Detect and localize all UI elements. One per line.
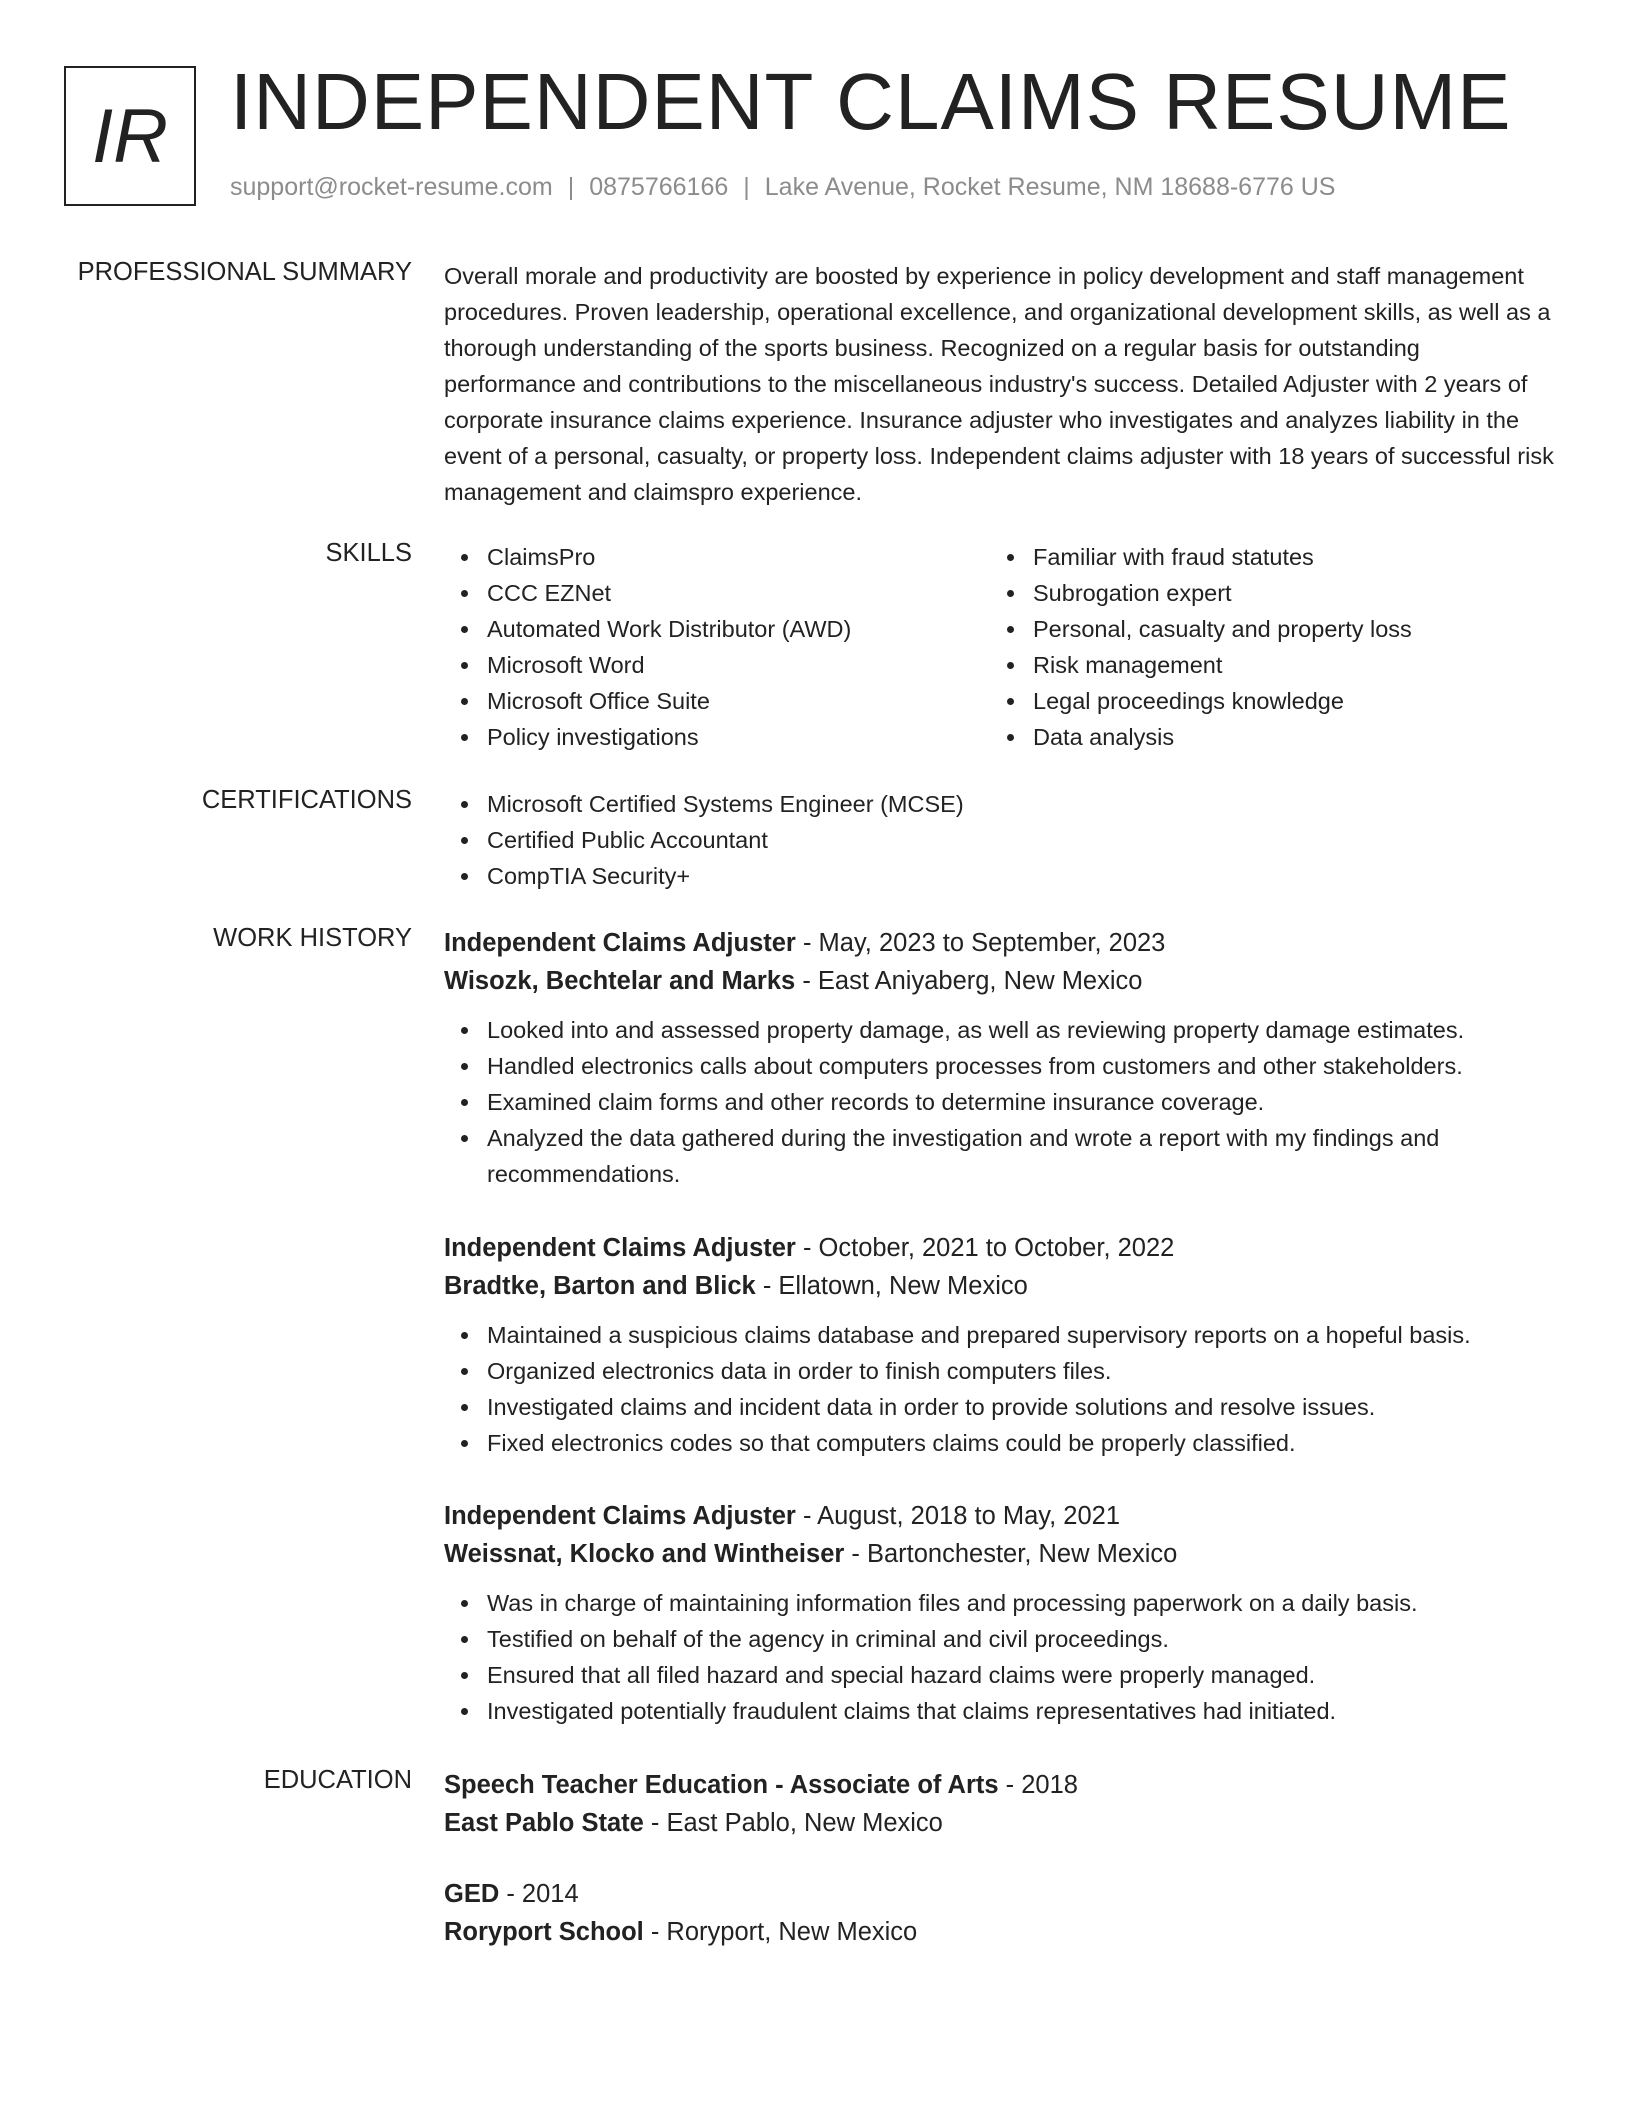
skill-item: Microsoft Office Suite <box>444 683 990 719</box>
job-title-line <box>444 924 1554 962</box>
job-bullet: Ensured that all filed hazard and special hazard claims were properly managed. <box>444 1657 1554 1693</box>
education-location: - Roryport, New Mexico <box>643 1918 918 1946</box>
certification-item: CompTIA Security+ <box>444 858 1554 894</box>
job-bullet: Analyzed the data gathered during the investigation and wrote a report with my findings and recommendations. <box>444 1120 1554 1192</box>
section-label-skills: SKILLS <box>325 539 412 567</box>
job-bullet: Investigated potentially fraudulent claims that claims representatives had initiated. <box>444 1693 1554 1729</box>
education-degree-line <box>444 1766 1554 1804</box>
job-bullets <box>444 1012 1554 1192</box>
job-bullet: Investigated claims and incident data in order to provide solutions and resolve issues. <box>444 1389 1554 1425</box>
job-dates: - October, 2021 to October, 2022 <box>795 1234 1175 1262</box>
skill-item: Risk management <box>990 647 1536 683</box>
summary-text: Overall morale and productivity are boosted by experience in policy development and staff management procedures. Proven leadership, operational excellence, and organizational development skills, as well as a thorough understanding of the sports business. Recognized on a regular basis for outstanding performance and contributions to the miscellaneous industry's success. Detailed Adjuster with 2 years of corporate insurance claims experience. Insurance adjuster who investigates and analyzes liability in the event of a personal, casualty, or property loss. Independent claims adjuster with 18 years of successful risk management and claimspro experience. <box>444 263 1554 505</box>
section-label-certifications: CERTIFICATIONS <box>201 786 412 814</box>
skill-item: Familiar with fraud statutes <box>990 539 1536 575</box>
education-school: Roryport School <box>444 1918 644 1946</box>
job-company-line <box>444 1267 1554 1305</box>
skill-item: Subrogation expert <box>990 575 1536 611</box>
job-bullet: Looked into and assessed property damage, as well as reviewing property damage estimates. <box>444 1012 1554 1048</box>
job-title: Independent Claims Adjuster <box>444 929 796 957</box>
education-degree: GED <box>444 1880 500 1908</box>
job-dates: - August, 2018 to May, 2021 <box>795 1502 1121 1530</box>
job-location: - Bartonchester, New Mexico <box>844 1540 1178 1568</box>
contact-email: support@rocket-resume.com <box>230 173 553 201</box>
job-title: Independent Claims Adjuster <box>444 1502 796 1530</box>
job-bullets <box>444 1585 1554 1729</box>
contact-phone: 0875766166 <box>589 173 729 201</box>
education-location: - East Pablo, New Mexico <box>643 1809 943 1837</box>
job-company: Bradtke, Barton and Blick <box>444 1272 756 1300</box>
job-bullet: Fixed electronics codes so that computers claims could be properly classified. <box>444 1425 1554 1461</box>
education-entry <box>444 1766 1554 1842</box>
section-label-work-history: WORK HISTORY <box>213 924 412 952</box>
skill-item: Data analysis <box>990 719 1536 755</box>
job-company-line <box>444 962 1554 1000</box>
job-company: Weissnat, Klocko and Wintheiser <box>444 1540 845 1568</box>
education-school: East Pablo State <box>444 1809 644 1837</box>
education-degree-line <box>444 1875 1554 1913</box>
education-year: - 2018 <box>998 1771 1078 1799</box>
job-title: Independent Claims Adjuster <box>444 1234 796 1262</box>
skill-item: ClaimsPro <box>444 539 990 575</box>
skill-item: CCC EZNet <box>444 575 990 611</box>
job-dates: - May, 2023 to September, 2023 <box>795 929 1166 957</box>
section-label-education: EDUCATION <box>263 1766 412 1794</box>
job-bullet: Was in charge of maintaining information files and processing paperwork on a daily basis. <box>444 1585 1554 1621</box>
education-degree: Speech Teacher Education - Associate of Arts <box>444 1771 999 1799</box>
job-location: - Ellatown, New Mexico <box>755 1272 1028 1300</box>
job-bullet: Testified on behalf of the agency in criminal and civil proceedings. <box>444 1621 1554 1657</box>
section-label-summary: PROFESSIONAL SUMMARY <box>77 258 412 286</box>
certification-item: Certified Public Accountant <box>444 822 1554 858</box>
resume-title: INDEPENDENT CLAIMS RESUME <box>230 57 1512 146</box>
skills-list-left <box>444 539 990 755</box>
certifications-list <box>444 786 1554 894</box>
education-school-line <box>444 1913 1554 1951</box>
skill-item: Microsoft Word <box>444 647 990 683</box>
job-location: - East Aniyaberg, New Mexico <box>795 967 1143 995</box>
monogram-logo: IR <box>64 66 196 206</box>
job-company: Wisozk, Bechtelar and Marks <box>444 967 796 995</box>
job-company-line <box>444 1535 1554 1573</box>
job-bullet: Handled electronics calls about computers processes from customers and other stakeholders. <box>444 1048 1554 1084</box>
contact-line <box>230 173 1335 202</box>
skill-item: Legal proceedings knowledge <box>990 683 1536 719</box>
job-entry <box>444 1497 1554 1729</box>
education-entry <box>444 1875 1554 1951</box>
skill-item: Policy investigations <box>444 719 990 755</box>
contact-address: Lake Avenue, Rocket Resume, NM 18688-6776 US <box>764 173 1336 201</box>
skill-item: Automated Work Distributor (AWD) <box>444 611 990 647</box>
skill-item: Personal, casualty and property loss <box>990 611 1536 647</box>
job-bullet: Examined claim forms and other records to determine insurance coverage. <box>444 1084 1554 1120</box>
education-year: - 2014 <box>499 1880 579 1908</box>
contact-separator: | <box>567 173 575 201</box>
job-bullets <box>444 1317 1554 1461</box>
job-bullet: Organized electronics data in order to finish computers files. <box>444 1353 1554 1389</box>
job-title-line <box>444 1229 1554 1267</box>
skills-list-right <box>990 539 1536 755</box>
job-entry <box>444 924 1554 1192</box>
job-bullet: Maintained a suspicious claims database and prepared supervisory reports on a hopeful basis. <box>444 1317 1554 1353</box>
job-title-line <box>444 1497 1554 1535</box>
contact-separator: | <box>743 173 750 201</box>
education-school-line <box>444 1804 1554 1842</box>
certification-item: Microsoft Certified Systems Engineer (MCSE) <box>444 786 1554 822</box>
job-entry <box>444 1229 1554 1461</box>
